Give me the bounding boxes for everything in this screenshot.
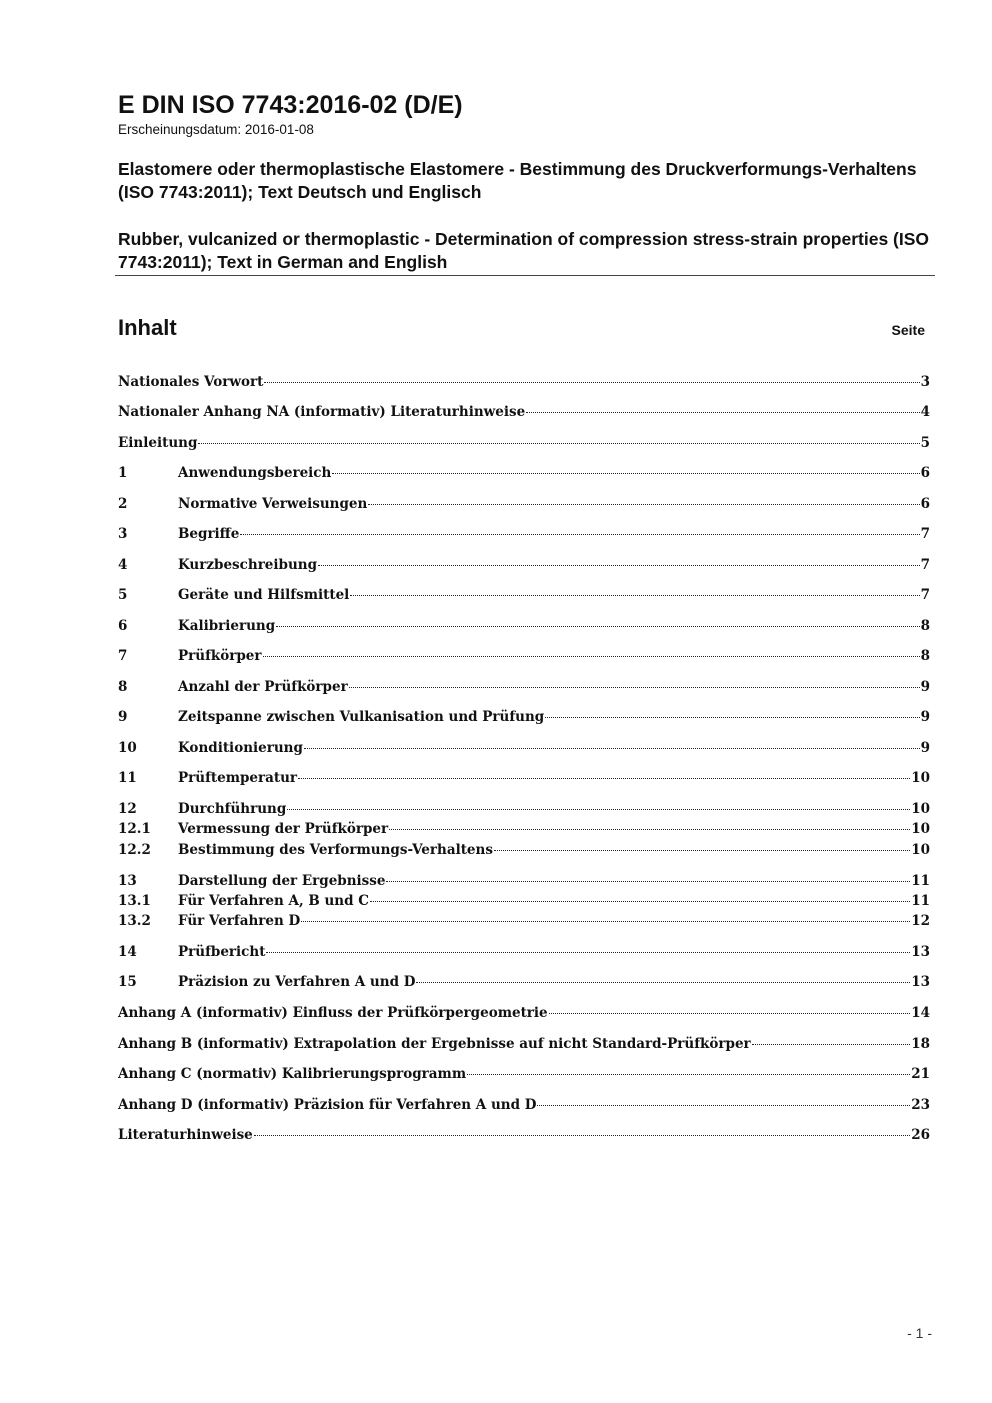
toc-entry[interactable] <box>118 463 930 483</box>
toc-leader-dots <box>263 656 920 657</box>
toc-entry-number: 13 <box>118 873 137 889</box>
toc-entry-number: 8 <box>118 679 128 695</box>
toc-entry-page: 18 <box>911 1036 930 1052</box>
toc-entry[interactable] <box>118 1125 930 1145</box>
toc-leader-dots <box>545 717 919 718</box>
toc-entry-title: Darstellung der Ergebnisse <box>178 873 386 889</box>
toc-entry-page: 12 <box>911 913 930 929</box>
toc-entry-title: Normative Verweisungen <box>178 496 368 512</box>
toc-entry-title: Prüfbericht <box>178 944 266 960</box>
toc-entry[interactable] <box>118 1064 930 1084</box>
toc-entry-page: 26 <box>911 1127 930 1143</box>
toc-entry-title: Bestimmung des Verformungs-Verhaltens <box>178 842 493 858</box>
toc-leader-dots <box>416 982 910 983</box>
toc-entry[interactable] <box>118 942 930 962</box>
toc-entry-page: 7 <box>920 526 930 542</box>
toc-entry-title: Literaturhinweise <box>118 1127 253 1143</box>
toc-entry-number: 14 <box>118 944 137 960</box>
toc-entry-page: 14 <box>911 1005 930 1021</box>
toc-leader-dots <box>198 443 919 444</box>
toc-entry[interactable] <box>118 585 930 605</box>
toc-leader-dots <box>389 829 910 830</box>
toc-entry-title: Begriffe <box>178 526 240 542</box>
toc-entry-title: Durchführung <box>178 801 287 817</box>
toc-entry-number: 11 <box>118 770 137 786</box>
toc-entry-title: Kalibrierung <box>178 618 276 634</box>
toc-leader-dots <box>266 952 910 953</box>
toc-leader-dots <box>264 382 919 383</box>
toc-entry-title: Prüftemperatur <box>178 770 298 786</box>
toc-entry-page: 6 <box>920 465 930 481</box>
toc-entry-page: 13 <box>911 944 930 960</box>
title-divider <box>115 275 935 276</box>
title-german: Elastomere oder thermoplastische Elastomere - Bestimmung des Druckverformungs-Verhaltens (ISO 7743:2011); Text Deutsch und Englisch <box>118 159 917 202</box>
toc-leader-dots <box>318 565 920 566</box>
toc-entry-title: Für Verfahren A, B und C <box>178 893 369 909</box>
toc-entry-page: 5 <box>920 435 930 451</box>
toc-entry-page: 10 <box>911 801 930 817</box>
toc-entry-page: 3 <box>920 374 930 390</box>
toc-entry[interactable] <box>118 738 930 758</box>
document-id: E DIN ISO 7743:2016-02 (D/E) <box>118 91 463 119</box>
toc-entry-title: Anhang B (informativ) Extrapolation der Ergebnisse auf nicht Standard-Prüfkörper <box>118 1036 751 1052</box>
toc-entry-title: Zeitspanne zwischen Vulkanisation und Prüfung <box>178 709 545 725</box>
toc-leader-dots <box>370 901 910 902</box>
toc-entry-page: 11 <box>911 893 930 909</box>
toc-entry-page: 4 <box>920 404 930 420</box>
toc-leader-dots <box>276 626 919 627</box>
toc-leader-dots <box>304 748 920 749</box>
toc-leader-dots <box>526 412 919 413</box>
toc-leader-dots <box>386 881 910 882</box>
toc-entry-title: Anzahl der Prüfkörper <box>178 679 348 695</box>
toc-entry-title: Nationales Vorwort <box>118 374 264 390</box>
toc-entry-page: 8 <box>920 648 930 664</box>
toc-entry-title: Einleitung <box>118 435 198 451</box>
page-number: - 1 - <box>907 1325 932 1341</box>
toc-entry-page: 9 <box>920 709 930 725</box>
toc-page-column-label: Seite <box>891 322 925 338</box>
toc-entry-number: 7 <box>118 648 128 664</box>
toc-entry-title: Nationaler Anhang NA (informativ) Literaturhinweise <box>118 404 526 420</box>
toc-entry-number: 3 <box>118 526 128 542</box>
toc-entry[interactable] <box>118 768 930 788</box>
toc-entry[interactable] <box>118 871 930 891</box>
toc-entry-number: 2 <box>118 496 128 512</box>
toc-entry-number: 4 <box>118 557 128 573</box>
toc-entry-title: Anhang C (normativ) Kalibrierungsprogramm <box>118 1066 467 1082</box>
toc-entry-page: 7 <box>920 587 930 603</box>
toc-entry[interactable] <box>118 1095 930 1115</box>
toc-leader-dots <box>287 809 910 810</box>
toc-entry-number: 12.1 <box>118 821 151 837</box>
toc-entry-page: 7 <box>920 557 930 573</box>
toc-entry[interactable] <box>118 840 930 860</box>
toc-entry-page: 21 <box>911 1066 930 1082</box>
toc-entry[interactable] <box>118 524 930 544</box>
toc-entry[interactable] <box>118 799 930 819</box>
toc-leader-dots <box>349 687 920 688</box>
toc-entry[interactable] <box>118 819 930 839</box>
toc-leader-dots <box>467 1074 910 1075</box>
toc-entry-number: 13.1 <box>118 893 151 909</box>
toc-entry-title: Vermessung der Prüfkörper <box>178 821 389 837</box>
publication-date: Erscheinungsdatum: 2016-01-08 <box>118 122 314 137</box>
toc-leader-dots <box>350 595 919 596</box>
toc-entry-title: Konditionierung <box>178 740 303 756</box>
toc-leader-dots <box>752 1044 911 1045</box>
toc-entry[interactable] <box>118 616 930 636</box>
toc-leader-dots <box>537 1105 910 1106</box>
toc-heading: Inhalt <box>118 315 177 340</box>
toc-entry-page: 10 <box>911 842 930 858</box>
toc-entry-title: Anhang A (informativ) Einfluss der Prüfkörpergeometrie <box>118 1005 548 1021</box>
toc-entry-page: 10 <box>911 770 930 786</box>
toc-entry-page: 23 <box>911 1097 930 1113</box>
toc-leader-dots <box>332 473 919 474</box>
toc-entry-number: 1 <box>118 465 128 481</box>
toc-entry[interactable] <box>118 1003 930 1023</box>
toc-entry-number: 5 <box>118 587 128 603</box>
toc-entry-page: 9 <box>920 679 930 695</box>
toc-entry[interactable] <box>118 891 930 911</box>
toc-entry[interactable] <box>118 372 930 392</box>
toc-entry-page: 8 <box>920 618 930 634</box>
toc-leader-dots <box>368 504 919 505</box>
toc-entry-page: 13 <box>911 974 930 990</box>
toc-entry-page: 9 <box>920 740 930 756</box>
toc-leader-dots <box>301 921 910 922</box>
toc-entry[interactable] <box>118 555 930 575</box>
toc-entry[interactable] <box>118 494 930 514</box>
toc-entry[interactable] <box>118 433 930 453</box>
toc-entry[interactable] <box>118 677 930 697</box>
toc-entry-number: 10 <box>118 740 137 756</box>
toc-entry-title: Präzision zu Verfahren A und D <box>178 974 416 990</box>
toc-entry-number: 12 <box>118 801 137 817</box>
toc-leader-dots <box>298 778 910 779</box>
toc-entry-title: Für Verfahren D <box>178 913 301 929</box>
toc-entry-title: Anhang D (informativ) Präzision für Verfahren A und D <box>118 1097 537 1113</box>
toc-leader-dots <box>549 1013 911 1014</box>
toc-entry-number: 12.2 <box>118 842 151 858</box>
toc-entry[interactable] <box>118 1034 930 1054</box>
toc-entry-title: Prüfkörper <box>178 648 262 664</box>
toc-entry-page: 6 <box>920 496 930 512</box>
toc-leader-dots <box>240 534 919 535</box>
toc-entry[interactable] <box>118 707 930 727</box>
toc-entry-title: Anwendungsbereich <box>178 465 332 481</box>
toc-entry-title: Kurzbeschreibung <box>178 557 318 573</box>
toc-entry-number: 6 <box>118 618 128 634</box>
title-english: Rubber, vulcanized or thermoplastic - Determination of compression stress-strain properties (ISO 7743:2011); Text in German and English <box>118 229 930 272</box>
toc-entry-page: 11 <box>911 873 930 889</box>
toc-entry[interactable] <box>118 646 930 666</box>
toc-entry[interactable] <box>118 911 930 931</box>
toc-entry-number: 15 <box>118 974 137 990</box>
toc-entry-number: 9 <box>118 709 128 725</box>
toc-leader-dots <box>254 1135 910 1136</box>
toc-entry[interactable] <box>118 402 930 422</box>
toc-entry-title: Geräte und Hilfsmittel <box>178 587 350 603</box>
toc-entry-number: 13.2 <box>118 913 151 929</box>
toc-leader-dots <box>494 850 910 851</box>
toc-entry-page: 10 <box>911 821 930 837</box>
toc-entry[interactable] <box>118 972 930 992</box>
